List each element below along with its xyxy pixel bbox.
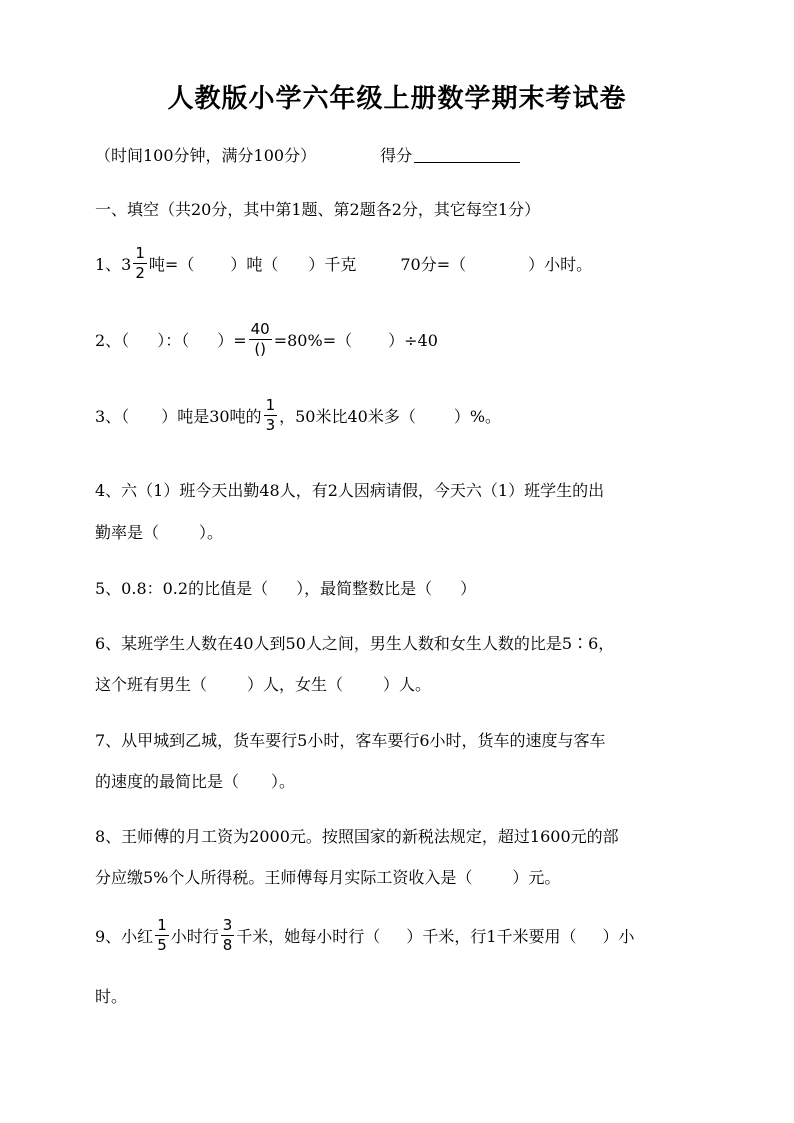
question-8-line2: 分应缴5%个人所得税。王师傅每月实际工资收入是（ ）元。	[95, 868, 561, 887]
question-7-line2: 的速度的最简比是（ ）。	[95, 772, 296, 791]
question-2: 2、（ ）：（ ）= $\frac{40}{()}$ =80%=（ ）÷40	[95, 320, 438, 358]
page-title: 人教版小学六年级上册数学期末考试卷	[167, 84, 627, 114]
time-info: （时间100分钟，满分100分）	[95, 146, 317, 165]
question-9-line2: 时。	[95, 987, 128, 1006]
question-9-line1: 9、小红 $\frac{1}{5}$ 小时行 $\frac{3}{8}$ 千米，她每小时行（ ）千米，行1千米要用（ ）小	[95, 916, 635, 954]
score-label: 得分	[380, 146, 413, 165]
exam-info-line	[95, 143, 520, 166]
question-5: 5、0.8：0.2的比值是（ ），最简整数比是（ ）	[95, 579, 477, 598]
fraction: $\frac{1}{5}$	[157, 916, 167, 954]
question-4-line1: 4、六（1）班今天出勤48人，有2人因病请假，今天六（1）班学生的出	[95, 481, 605, 500]
question-3: 3、（ ）吨是30吨的 $\frac{1}{3}$ ，50米比40米多（ ）%。	[95, 396, 502, 434]
fraction: $\frac{1}{2}$	[135, 244, 145, 282]
question-8-line1: 8、王师傅的月工资为2000元。按照国家的新税法规定，超过1600元的部	[95, 827, 619, 846]
question-6-line2: 这个班有男生（ ）人，女生（ ）人。	[95, 675, 432, 694]
fraction: $\frac{1}{3}$	[265, 396, 276, 434]
fraction: $\frac{3}{8}$	[222, 916, 233, 954]
section-heading: 一、填空（共20分，其中第1题、第2题各2分，其它每空1分）	[95, 200, 541, 219]
fraction: $\frac{40}{()}$	[250, 320, 270, 358]
score-blank	[414, 146, 520, 163]
question-7-line1: 7、从甲城到乙城，货车要行5小时，客车要行6小时，货车的速度与客车	[95, 731, 606, 750]
question-1: 1、3 $\frac{1}{2}$ 吨=（ ）吨（ ）千克 70分=（ ）小时。	[95, 244, 593, 282]
question-6-line1: 6、某班学生人数在40人到50人之间，男生人数和女生人数的比是5∶6，	[95, 634, 615, 653]
question-4-line2: 勤率是（ ）。	[95, 523, 224, 542]
